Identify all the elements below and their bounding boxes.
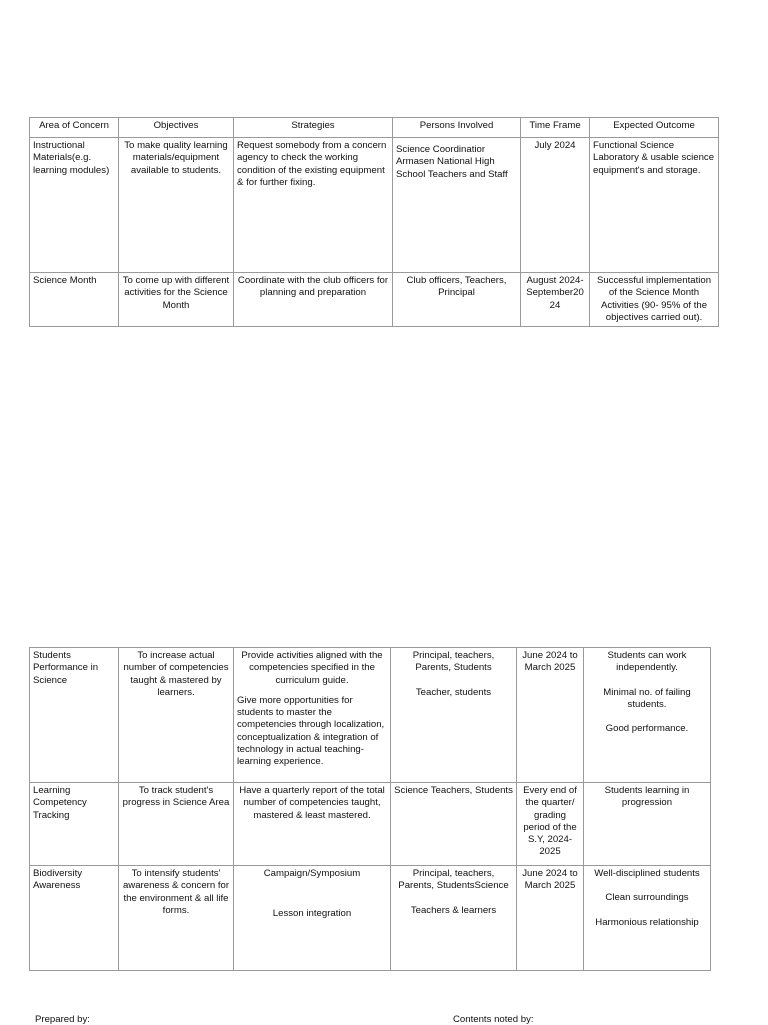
plan-table-1	[29, 117, 719, 327]
cell-objectives: To intensify students' awareness & concern for the environment & all life forms.	[119, 866, 234, 971]
header-time-frame: Time Frame	[521, 118, 590, 138]
cell-persons: Club officers, Teachers, Principal	[393, 273, 521, 327]
cell-objectives: To make quality learning materials/equipment available to students.	[119, 138, 234, 273]
table-header-row	[30, 118, 719, 138]
outcome-line: Well-disciplined students	[594, 868, 700, 879]
cell-time-frame: June 2024 to March 2025	[517, 866, 584, 971]
persons-line: Teacher, students	[415, 686, 492, 698]
cell-outcome: Functional Science Laboratory & usable science equipment's and storage.	[590, 138, 719, 273]
cell-time-frame: July 2024	[521, 138, 590, 273]
cell-area: Instructional Materials(e.g. learning modules)	[30, 138, 119, 273]
contents-noted-by-label: Contents noted by:	[453, 1014, 534, 1025]
outcome-line: Clean surroundings	[605, 892, 689, 904]
table-row	[30, 273, 719, 327]
cell-objectives: To track student's progress in Science Area	[119, 783, 234, 866]
cell-outcome	[584, 866, 711, 971]
cell-strategies: Have a quarterly report of the total number of competencies taught, mastered & least mastered.	[234, 783, 391, 866]
header-persons-involved: Persons Involved	[393, 118, 521, 138]
cell-persons	[391, 866, 517, 971]
outcome-line: Harmonious relationship	[595, 916, 699, 928]
cell-time-frame: Every end of the quarter/ grading period of the S.Y, 2024-2025	[517, 783, 584, 866]
cell-time-frame: August 2024-September2024	[521, 273, 590, 327]
cell-outcome: Successful implementation of the Science Month Activities (90- 95% of the objectives carried out).	[590, 273, 719, 327]
cell-time-frame: June 2024 to March 2025	[517, 648, 584, 783]
prepared-by-label: Prepared by:	[35, 1014, 90, 1025]
table-row	[30, 783, 711, 866]
table-row	[30, 648, 711, 783]
plan-table-2	[29, 647, 711, 971]
cell-area: Students Performance in Science	[30, 648, 119, 783]
cell-strategies	[234, 866, 391, 971]
cell-area: Biodiversity Awareness	[30, 866, 119, 971]
outcome-line: Good performance.	[605, 723, 689, 735]
header-strategies: Strategies	[234, 118, 393, 138]
table-row	[30, 138, 719, 273]
outcome-line: Students can work independently.	[607, 650, 687, 674]
cell-strategies: Request somebody from a concern agency to check the working condition of the existing equipment & for further fixing.	[234, 138, 393, 273]
header-expected-outcome: Expected Outcome	[590, 118, 719, 138]
cell-outcome	[584, 648, 711, 783]
cell-strategies	[234, 648, 391, 783]
cell-persons: Science Teachers, Students	[391, 783, 517, 866]
cell-objectives: To increase actual number of competencies taught & mastered by learners.	[119, 648, 234, 783]
header-area-of-concern: Area of Concern	[30, 118, 119, 138]
persons-line: Teachers & learners	[410, 904, 497, 916]
strategy-line: Provide activities aligned with the competencies specified in the curriculum guide.	[241, 650, 383, 686]
header-objectives: Objectives	[119, 118, 234, 138]
cell-outcome: Students learning in progression	[584, 783, 711, 866]
persons-line: Principal, teachers, Parents, StudentsScience	[398, 868, 509, 892]
cell-objectives: To come up with different activities for the Science Month	[119, 273, 234, 327]
cell-area: Learning Competency Tracking	[30, 783, 119, 866]
cell-persons	[391, 648, 517, 783]
cell-persons: Science Coordinatior Armasen National High School Teachers and Staff	[393, 138, 521, 273]
strategy-line: Lesson integration	[272, 908, 352, 920]
cell-strategies: Coordinate with the club officers for planning and preparation	[234, 273, 393, 327]
strategy-line: Campaign/Symposium	[263, 868, 361, 879]
cell-area: Science Month	[30, 273, 119, 327]
persons-line: Principal, teachers, Parents, Students	[412, 650, 495, 674]
strategy-line: Give more opportunities for students to master the competencies through localization, conceptualization & integration of technology in actual teaching-learning experience.	[237, 694, 385, 768]
outcome-line: Minimal no. of failing students.	[603, 686, 691, 710]
table-row	[30, 866, 711, 971]
